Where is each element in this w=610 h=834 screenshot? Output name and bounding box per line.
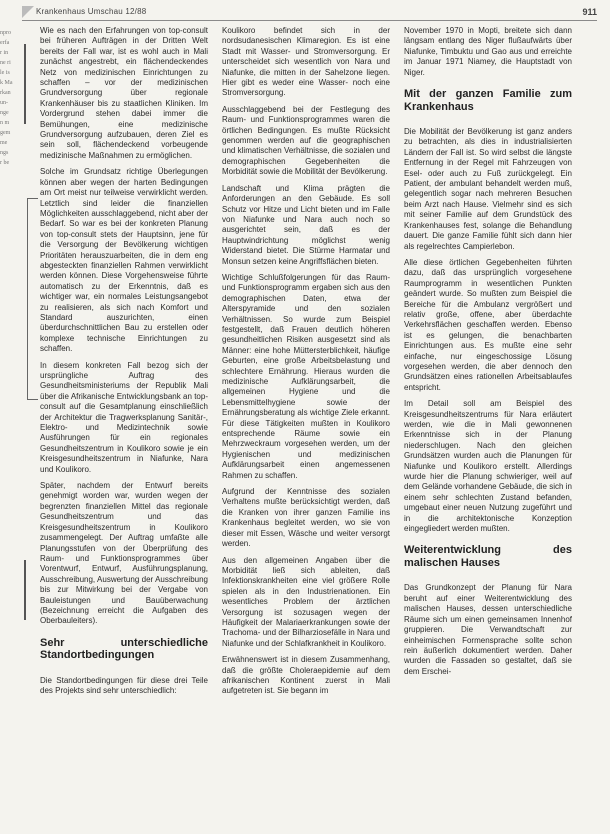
margin-note: r be [0,160,10,166]
running-head: Krankenhaus Umschau 12/88 [36,7,147,16]
paragraph: Alle diese örtlichen Gegebenheiten führten dazu, daß das ursprünglich vorgesehene Raumprogramm in wesentlichen Punkten geändert wurde. So mußten zum Beispiel die Bereiche für die Ambulanz vergrößert und relativ große, offene, aber überdachte Verkehrsflächen geschaffen werden. Ebenso ist es gelungen, die benachbarten Einrichtungen aus. Es mußte eine sehr einfache, nur eingeschossige Lösung vorgesehen werden, die aber dennoch den Grundsätzen eines rationellen Arbeitsablaufes entspricht. [404,257,572,392]
page-header [22,6,597,21]
margin-change-bar [24,44,26,124]
paragraph: November 1970 in Mopti, breitete sich dann längsam entlang des Niger flußaufwärts über Niafunke, Timbuktu und Gao aus und erreichte im Januar 1971 Niamey, die Hauptstadt von Niger. [404,26,572,77]
margin-note: ne ri [0,60,11,66]
margin-note: ngs [0,150,9,156]
paragraph: Das Grundkonzept der Planung für Nara beruht auf einer Weiterentwicklung des malischen Hauses, dessen unterschiedliche Räume sich um einen gemeinsamen Innenhof gruppieren. Die Verwandtschaft zur einheimischen Formensprache sollte schon rein äußerlich dokumentiert werden. Daher wurden die Fassaden so gestaltet, daß sie dem Erschei- [404,583,572,676]
margin-note: npro [0,30,11,36]
paragraph: Aus den allgemeinen Angaben über die Morbidität ließ sich ableiten, daß Infektionskrankheiten eine viel größere Rolle spielen als in den Industrienationen. Ein wesentliches Problem der ärztlichen Versorgung ist sozusagen wegen der Häufigkeit der Malariaerkrankungen sowie der Trachoma- und der Bilharziosefälle in Nara und Niafunke und der Schlafkrankheit in Koulikoro. [222,555,390,648]
margin-note: erfa [0,40,10,46]
paragraph: Die Mobilität der Bevölkerung ist ganz anders zu betrachten, als dies in industrialisierten Ländern der Fall ist. So wird selbst die längste Entfernung in der Regel mit Fahrzeugen von Esel- oder auch zu Fuß zurückgelegt. Ein Patient, der ambulant behandelt werden muß, gelegentlich sogar nach mehreren Besuchen beim Arzt nach Hause. Vielmehr sind es sich mit seiner Familie auf dem Grundstück des Krankenhauses fest, solange die Behandlung dauert. Die ganze Familie fühlt sich dann hier als regelrechtes Campierlebon. [404,127,572,251]
section-heading: Mit der ganzen Familie zum Krankenhaus [404,88,572,113]
paragraph: In diesem konkreten Fall bezog sich der ursprüngliche Auftrag des Gesundheitsministeriums der Republik Mali über die Afrikanische Entwicklungsbank an top-consult auf die Gesamtplanung einschließlich der Architektur die Tragwerksplanung Sanitär-, Elektro- und Medizintechnik sowie Ausführungen für ein regionales Gesundheitszentrum in Koulikoro sowie je ein Kreisgesundheitszentrum in Niafunke, Nara und Koulikoro. [40,360,208,474]
margin-note: k Ma [0,80,13,86]
paragraph: Landschaft und Klima prägten die Anforderungen an den Gebäude. Es soll Schutz vor Hitze und Licht bieten und im Falle von Niafunke und Nara auch noch so ausgerichtet sein, daß es der Hauptwindrichtung möglichst wenig Widerstand bietet. Die Stürme Harmatar und Monsun setzen keine Angriffsflächen bieten. [222,183,390,266]
paragraph: Aufgrund der Kenntnisse des sozialen Verhaltens mußte berücksichtigt werden, daß die Kranken von ihrer ganzen Familie ins Krankenhaus begleitet werden, wo sie von dieser mit Essen, Wäsche und weiter versorgt werden. [222,487,390,549]
margin-note: gem [0,130,11,136]
margin-note: un- [0,100,8,106]
paragraph: Die Standortbedingungen für diese drei Teile des Projekts sind sehr unterschiedlich: [40,675,208,696]
paragraph: Wichtige Schlußfolgerungen für das Raum- und Funktionsprogramm ergaben sich aus den demographischen Daten, etwa der Alterspyramide und den sozialen Verhältnissen. So wurde zum Beispiel festgestellt, daß Frauen deutlich höheren gesundheitlichen Risiken ausgesetzt sind als Männer: eine hohe Müttersterblichkeit, häufige Geburten, eine große Arbeitsbelastung und schlechtere Ernährung. Hieraus wurden die medizinische Aufklärungsarbeit, die allgemeinen Hygiene und die Lebensmittelhygiene sowie der Ernährungsberatung als wichtige Ziele erkannt. Für diese Tätigkeiten mußten in Koulikoro entsprechende Räume sowie ein Mehrzweckraum vorgesehen werden, um der Hygienischen und medizinischen Aufklärungsarbeit einen angemessenen Rahmen zu schaffen. [222,272,390,480]
margin-change-bar [24,560,26,620]
paragraph: Im Detail soll am Beispiel des Kreisgesundheitszentrums für Nara erläutert werden, wie die in Mali gewonnenen Erkenntnisse sich in der Planung niederschlugen. Nach den gleichen Grundsätzen wurden auch die Planungen für Niafunke und Koulikoro erstellt. Allerdings wurde hier die Planung schwieriger, weil auf dem Gelände vorhandene Gebäude, die sich in einem sehr schlechten Zustand befanden, umgebaut einer neuen Nutzung zugeführt und in die architektonische Konzeption eingegliedert werden mußten. [404,399,572,534]
margin-notes [0,28,22,828]
margin-note: me [0,140,8,146]
margin-note: le is [0,70,10,76]
margin-note: r in [0,50,9,56]
margin-note: nge [0,110,9,116]
text-column-1 [40,26,208,703]
paragraph: Erwähnenswert ist in diesem Zusammenhang, daß die größte Choleraepidemie auf dem afrikanischen Kontinent zuerst in Mali aufgetreten ist. Sie begann im [222,655,390,696]
paragraph: Wie es nach den Erfahrungen von top-consult bei früheren Aufträgen in der Dritten Welt bereits der Fall war, ist es wohl auch in Mali zunächst angestrebt, ein flächendeckendes Netz von medizinischen Einrichtungen zu schaffen – vor der medizinischen Grundversorgung über regionale Krankenhäuser bis zu staatlichen Kliniken. Im Vordergrund stehen dabei immer die Bemühungen, eine medizinische Grundversorgung aufzubauen, deren Ziel es sein soll, flächendeckend vorbeugende medizinische Maßnahmen zu ermöglichen. [40,26,208,160]
section-heading: Weiterentwicklung des malischen Hauses [404,544,572,569]
paragraph: Koulikoro befindet sich in der nordsudanesischen Klimaregion. Es ist eine Stadt mit Wasser- und Stromversorgung. Er unterscheidet sich wesentlich von Nara und Niafunke, die mitten in der Sahelzone liegen. Hier gibt es weder eine Wasser- noch eine Stromversorgung. [222,26,390,98]
page-number: 911 [582,7,597,17]
margin-note: n m [0,120,10,126]
text-column-2 [222,26,390,703]
margin-note: rkan [0,90,11,96]
paragraph: Später, nachdem der Entwurf bereits genehmigt worden war, wurden wegen der begrenzten finanziellen Mittel das regionale Gesundheitszentrum und das Kreisgesundheitszentrum in Koulikoro zusammengelegt. Der Auftrag umfaßte alle Planungsstufen von der Überprüfung des Raum- und Funktionsprogrammes über Vorentwurf, Entwurf, Ausführungsplanung, Ausschreibung, Auswertung der Ausschreibung bis zur Mitwirkung bei der Vergabe von Bauleistungen und Bauüberwachung (Bezeichnung erreicht die Aufgaben des Oberbauleiters). [40,481,208,626]
corner-fold-icon [22,6,34,18]
text-column-3 [404,26,572,683]
section-heading: Sehr unterschiedliche Standortbedingungen [40,636,208,662]
paragraph: Ausschlaggebend bei der Festlegung des Raum- und Funktionsprogrammes waren die örtlichen Bedingungen. Es mußte Rücksicht genommen werden auf die geographischen und klimatischen Verhältnisse, die sozialen und demographischen Gegebenheiten die Morbidität sowie die Mobilität der Bevölkerung. [222,104,390,177]
paragraph: Solche im Grundsatz richtige Überlegungen können aber wegen der harten Bedingungen am Ort meist nur teilweise verwirklicht werden. Letztlich sind leider die finanziellen Möglichkeiten ausschlaggebend, nicht aber der Bedarf. So war es bei der konkreten Planung von top-consult stets der Hauptsinn, jene für die Versorgung der Bevölkerung wichtigen Prioritäten herauszuarbeiten, die in dem eng abgesteckten finanziellen Rahmen verwirklicht werden können. Diese Vorgehensweise führte automatisch zu der Erkenntnis, daß es wichtiger war, ein normales Leistungsangebot zu realisieren, als sich nach Komfort und Standard auszurichten, einen überdurchschnittlichen Bau zu erstellen oder komplexe technische Einrichtungen zu schaffen. [40,167,208,354]
margin-bracket [27,198,38,400]
